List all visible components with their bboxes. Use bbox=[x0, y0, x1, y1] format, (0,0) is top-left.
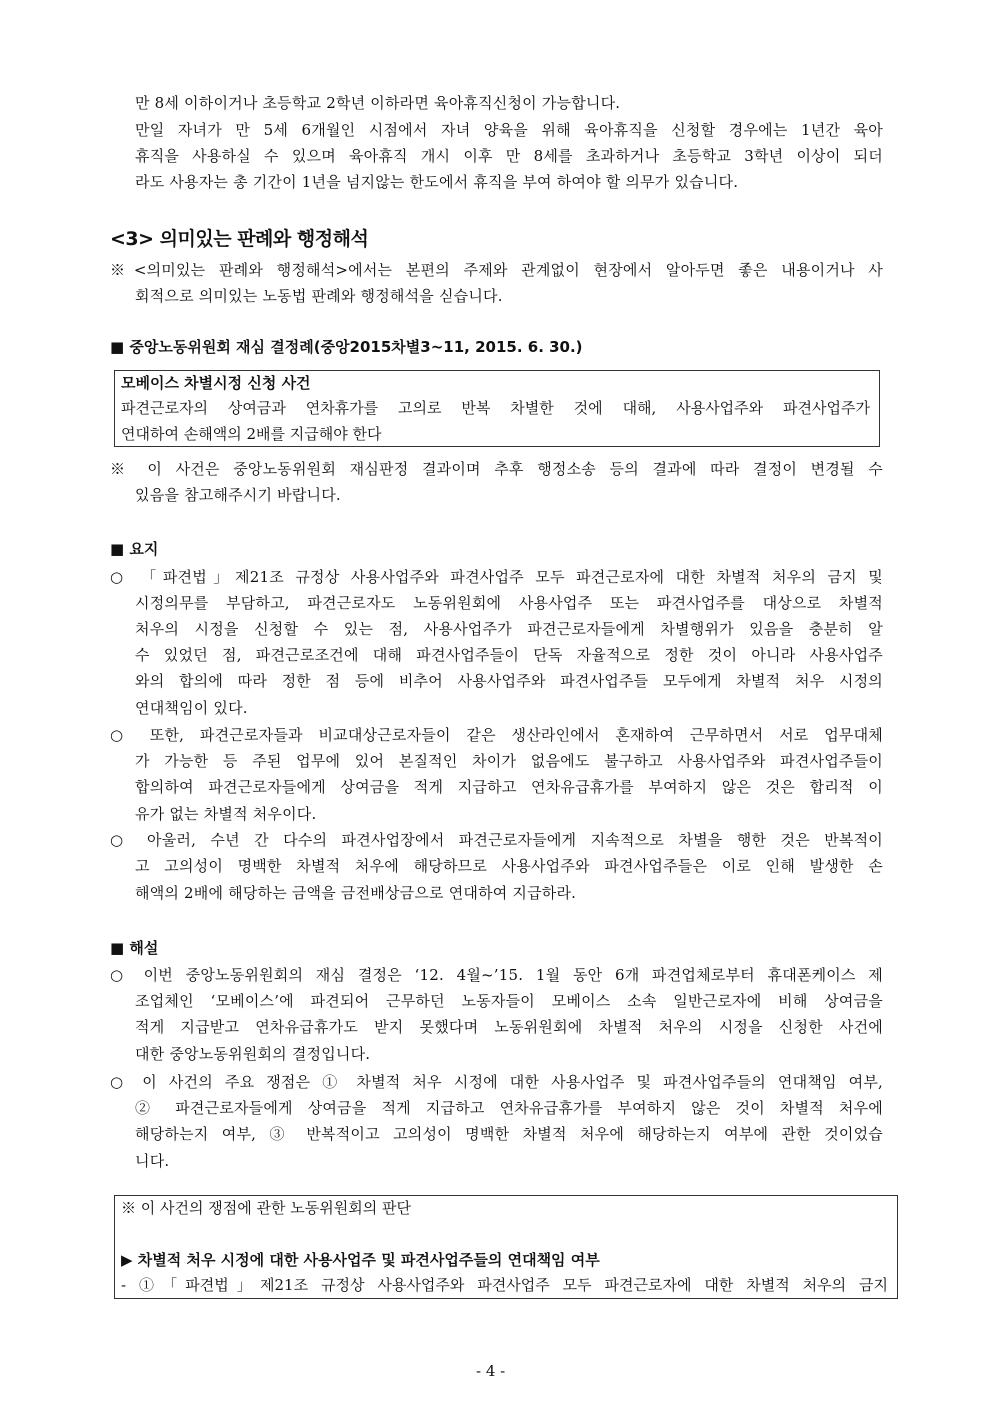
case-note-line: ※ 이 사건은 중앙노동위원회 재심판정 결과이며 추후 행정소송 등의 결과에 따라 결정이 변경될 수 bbox=[110, 460, 883, 478]
commentary-line: ○ 이번 중앙노동위원회의 재심 결정은 ‘12. 4월~’15. 1월 동안 6개 파견업체로부터 휴대폰케이스 제 bbox=[110, 966, 883, 984]
summary-line: 유가 없는 차별적 처우이다. bbox=[135, 805, 317, 823]
summary-line: 처우의 시정을 신청할 수 있는 점, 사용사업주가 파견근로자들에게 차별행위가 있음을 충분히 알 bbox=[135, 620, 883, 638]
judgment-box-line: - ①「파견법」제21조 규정상 사용사업주와 파견사업주 모두 파견근로자에 대한 차별적 처우의 금지 bbox=[121, 1276, 888, 1294]
summary-line: 수 있었던 점, 파견근로조건에 대해 파견사업주들이 단독 자율적으로 정한 것이 아니라 사용사업주 bbox=[135, 646, 883, 664]
commentary-line: ② 파견근로자들에게 상여금을 적게 지급하고 연차유급휴가를 부여하지 않은 것이 차별적 처우에 bbox=[135, 1099, 883, 1117]
case-box-line: 연대하여 손해액의 2배를 지급해야 한다 bbox=[121, 425, 382, 443]
summary-line: ○ 또한, 파견근로자들과 비교대상근로자들이 같은 생산라인에서 혼재하여 근무하면서 서로 업무대체 bbox=[110, 726, 883, 744]
section-note-line: 회적으로 의미있는 노동법 판례와 행정해석을 싣습니다. bbox=[135, 287, 503, 305]
commentary-line: ○ 이 사건의 주요 쟁점은 ① 차별적 처우 시정에 대한 사용사업주 및 파견사업주들의 연대책임 여부, bbox=[110, 1073, 883, 1091]
summary-heading: ■ 요지 bbox=[110, 540, 159, 558]
case-box-line: 파견근로자의 상여금과 연차휴가를 고의로 반복 차별한 것에 대해, 사용사업주와 파견사업주가 bbox=[121, 399, 870, 417]
summary-line: 합의하여 파견근로자들에게 상여금을 적게 지급하고 연차유급휴가를 부여하지 않은 것은 합리적 이 bbox=[135, 778, 883, 796]
summary-line: 가 가능한 등 주된 업무에 있어 본질적인 차이가 없음에도 불구하고 사용사업주와 파견사업주들이 bbox=[135, 752, 883, 770]
intro-line: 라도 사용자는 총 기간이 1년을 넘지않는 한도에서 휴직을 부여 하여야 할 의무가 있습니다. bbox=[135, 173, 739, 191]
judgment-box-note: ※ 이 사건의 쟁점에 관한 노동위원회의 판단 bbox=[121, 1199, 411, 1217]
summary-line: 해액의 2배에 해당하는 금액을 금전배상금으로 연대하여 지급하라. bbox=[135, 884, 577, 902]
summary-line: 시정의무를 부담하고, 파견근로자도 노동위원회에 사용사업주 또는 파견사업주를 대상으로 차별적 bbox=[135, 594, 883, 612]
commentary-heading: ■ 해설 bbox=[110, 939, 159, 957]
case-heading: ■ 중앙노동위원회 재심 결정례(중앙2015차별3~11, 2015. 6. 30.) bbox=[110, 338, 583, 356]
page-number: - 4 - bbox=[476, 1362, 506, 1380]
section-heading: <3> 의미있는 판례와 행정해석 bbox=[110, 228, 369, 250]
section-note-line: ※<의미있는 판례와 행정해석>에서는 본편의 주제와 관계없이 현장에서 알아두면 좋은 내용이거나 사 bbox=[110, 261, 883, 279]
summary-line: 고 고의성이 명백한 차별적 처우에 해당하므로 사용사업주와 파견사업주들은 이로 인해 발생한 손 bbox=[135, 857, 883, 875]
judgment-box-subheading: ▶ 차별적 처우 시정에 대한 사용사업주 및 파견사업주들의 연대책임 여부 bbox=[121, 1251, 600, 1269]
commentary-line: 조업체인 ‘모베이스’에 파견되어 근무하던 노동자들이 모베이스 소속 일반근로자에 비해 상여금을 bbox=[135, 992, 883, 1010]
summary-line: ○ 「파견법」제21조 규정상 사용사업주와 파견사업주 모두 파견근로자에 대한 차별적 처우의 금지 및 bbox=[110, 568, 883, 586]
summary-line: ○ 아울러, 수년 간 다수의 파견사업장에서 파견근로자들에게 지속적으로 차별을 행한 것은 반복적이 bbox=[110, 831, 883, 849]
summary-line: 연대책임이 있다. bbox=[135, 699, 248, 717]
intro-line: 만일 자녀가 만 5세 6개월인 시점에서 자녀 양육을 위해 육아휴직을 신청할 경우에는 1년간 육아 bbox=[135, 121, 883, 139]
intro-line: 만 8세 이하이거나 초등학교 2학년 이하라면 육아휴직신청이 가능합니다. bbox=[135, 94, 621, 112]
commentary-line: 적게 지급받고 연차유급휴가도 받지 못했다며 노동위원회에 차별적 처우의 시정을 신청한 사건에 bbox=[135, 1018, 883, 1036]
commentary-line: 대한 중앙노동위원회의 결정입니다. bbox=[135, 1045, 371, 1063]
summary-line: 와의 합의에 따라 정한 점 등에 비추어 사용사업주와 파견사업주들 모두에게 차별적 처우 시정의 bbox=[135, 672, 883, 690]
intro-line: 휴직을 사용하실 수 있으며 육아휴직 개시 이후 만 8세를 초과하거나 초등학교 3학년 이상이 되더 bbox=[135, 147, 883, 165]
commentary-line: 니다. bbox=[135, 1152, 170, 1170]
commentary-line: 해당하는지 여부, ③ 반복적이고 고의성이 명백한 차별적 처우에 해당하는지 여부에 관한 것이었습 bbox=[135, 1125, 883, 1143]
case-box-title: 모베이스 차별시정 신청 사건 bbox=[121, 374, 311, 392]
case-note-line: 있음을 참고해주시기 바랍니다. bbox=[135, 486, 341, 504]
